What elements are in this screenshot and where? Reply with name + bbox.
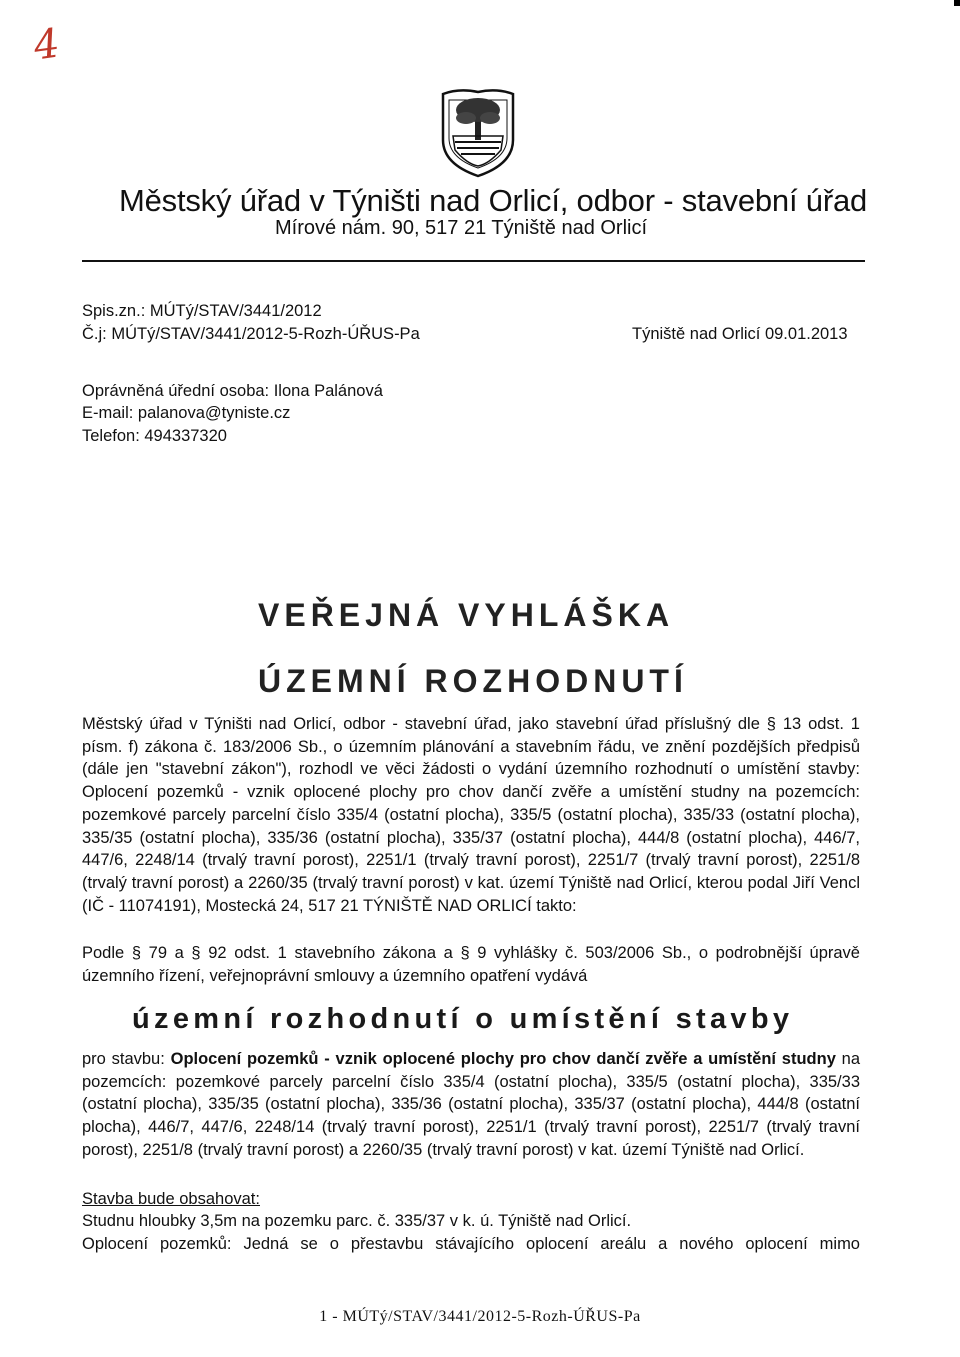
contents-heading: Stavba bude obsahovat:: [82, 1190, 260, 1208]
legal-basis-paragraph: Podle § 79 a § 92 odst. 1 stavebního zákona a § 9 vyhlášky č. 503/2006 Sb., o podrobnější úpravě územního řízení, veřejnoprávní smlouvy a územního opatření vydává: [82, 944, 860, 985]
well-line: Studnu hloubky 3,5m na pozemku parc. č. 335/37 v k. ú. Týniště nad Orlicí.: [82, 1212, 632, 1230]
building-name: Oplocení pozemků - vznik oplocené plochy pro chov dančí zvěře a umístění studny: [170, 1050, 836, 1068]
public-notice-heading: VEŘEJNÁ VYHLÁŠKA: [258, 597, 675, 633]
verdict-heading: územní rozhodnutí o umístění stavby: [132, 1003, 794, 1035]
town-crest-icon: [439, 88, 517, 178]
official-person: Oprávněná úřední osoba: Ilona Palánová: [82, 382, 383, 400]
fence-line: Oplocení pozemků: Jedná se o přestavbu stávajícího oplocení areálu a nového oplocení mimo: [82, 1235, 860, 1253]
building-parcels: na pozemcích: pozemkové parcely parcelní číslo 335/4 (ostatní plocha), 335/5 (ostatní plocha), 335/33 (ostatní plocha), 335/35 (ostatní plocha), 335/36 (ostatní plocha), 335/37 (ostatní plocha), 444/8 (ostatní plocha), 446/7, 447/6, 2248/14 (trvalý travní porost), 2251/1 (trvalý travní porost), 2251/7 (trvalý travní porost), 2251/8 (trvalý travní porost) a 2260/35 (trvalý travní porost) v kat. území Týniště nad Orlicí.: [82, 1050, 861, 1159]
file-mark: Spis.zn.: MÚTý/STAV/3441/2012: [82, 302, 322, 320]
header-divider: [82, 260, 865, 262]
scan-edge-mark: [954, 0, 960, 6]
office-address: Mírové nám. 90, 517 21 Týniště nad Orlicí: [275, 217, 648, 239]
page-footer: 1 - MÚTý/STAV/3441/2012-5-Rozh-ÚŘUS-Pa: [319, 1308, 641, 1325]
contact-email: E-mail: palanova@tyniste.cz: [82, 404, 291, 422]
building-prefix: pro stavbu:: [82, 1050, 171, 1068]
building-paragraph: [82, 1048, 860, 1162]
office-title: Městský úřad v Týništi nad Orlicí, odbor - stavební úřad: [119, 183, 868, 218]
place-date: Týniště nad Orlicí 09.01.2013: [632, 325, 848, 343]
zoning-decision-heading: ÚZEMNÍ ROZHODNUTÍ: [258, 663, 688, 699]
case-number: Č.j: MÚTý/STAV/3441/2012-5-Rozh-ÚŘUS-Pa: [82, 325, 420, 343]
intro-paragraph: Městský úřad v Týništi nad Orlicí, odbor - stavební úřad, jako stavební úřad příslušný dle § 13 odst. 1 písm. f) zákona č. 183/2006 Sb., o územním plánování a stavebním řádu, ve znění pozdějších předpisů (dále jen "stavební zákon"), rozhodl ve věci žádosti o vydání územního rozhodnutí o umístění stavby: Oplocení pozemků - vznik oplocené plochy pro chov dančí zvěře a umístění studny na pozemcích: pozemkové parcely parcelní číslo 335/4 (ostatní plocha), 335/5 (ostatní plocha), 335/33 (ostatní plocha), 335/35 (ostatní plocha), 335/36 (ostatní plocha), 335/37 (ostatní plocha), 444/8 (ostatní plocha), 446/7, 447/6, 2248/14 (trvalý travní porost), 2251/1 (trvalý travní porost), 2251/7 (trvalý travní porost), 2251/8 (trvalý travní porost) a 2260/35 (trvalý travní porost) v kat. území Týniště nad Orlicí, kterou podal Jiří Vencl (IČ - 11074191), Mostecká 24, 517 21 TÝNIŠTĚ NAD ORLICÍ takto:: [82, 715, 860, 915]
contact-phone: Telefon: 494337320: [82, 427, 227, 445]
handwritten-page-mark: 4: [30, 20, 63, 70]
